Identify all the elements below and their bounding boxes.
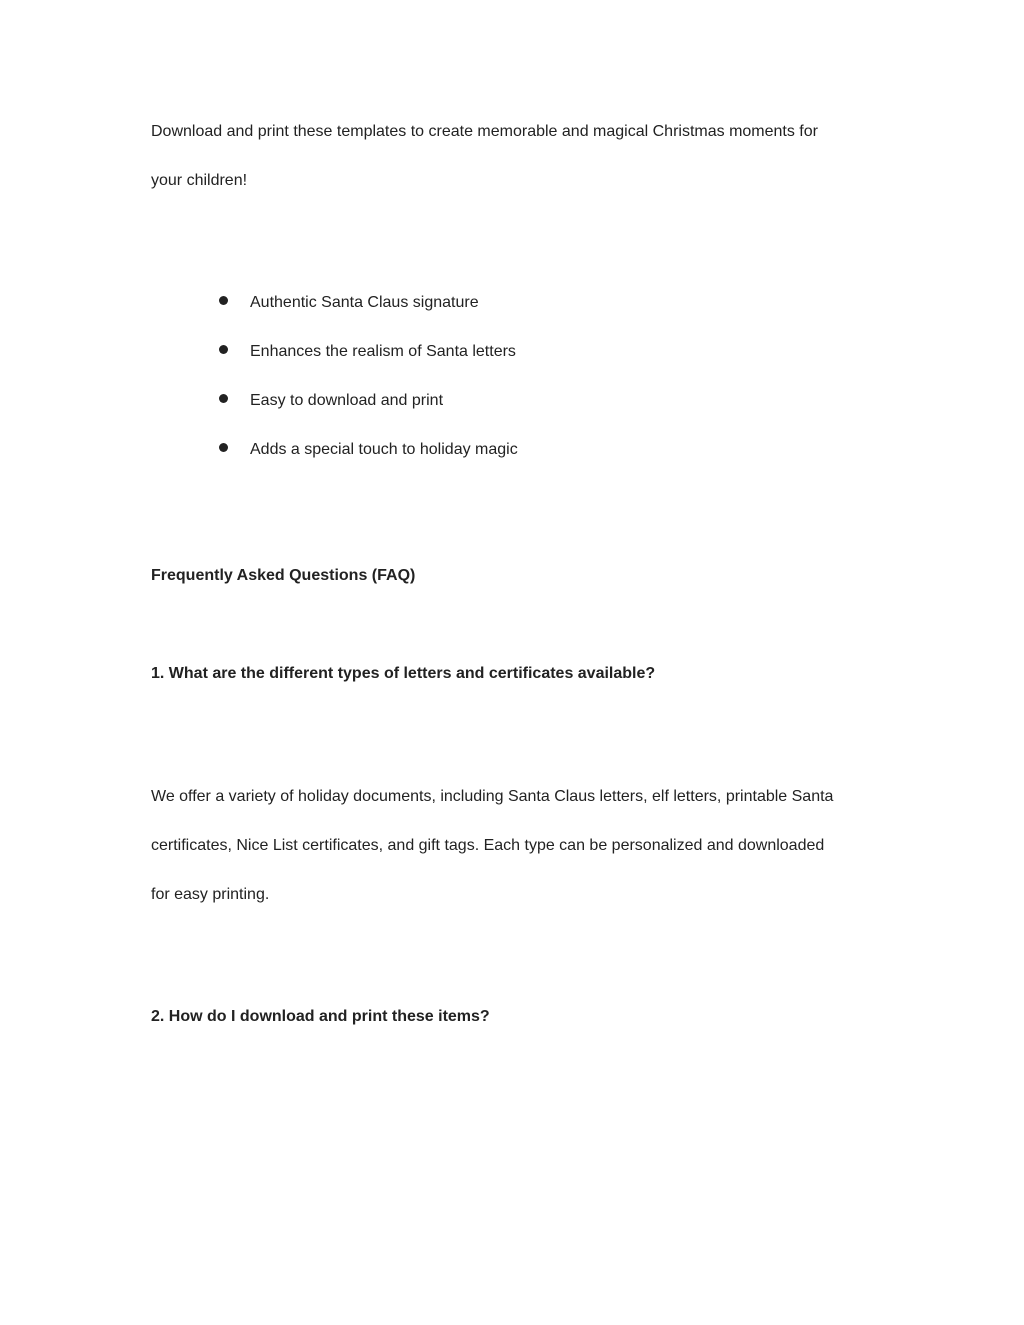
faq-answer-1-line-3: for easy printing.: [151, 886, 270, 903]
bullet-icon: [219, 342, 250, 362]
list-item-label: Adds a special touch to holiday magic: [250, 441, 518, 458]
faq-question-2: 2. How do I download and print these items?: [151, 1008, 490, 1025]
bullet-icon: [219, 440, 250, 460]
list-item-label: Easy to download and print: [250, 392, 444, 409]
faq-question-1: 1. What are the different types of letters and certificates available?: [151, 665, 656, 682]
list-item: [219, 293, 479, 313]
faq-answer-1-line-1: We offer a variety of holiday documents, including Santa Claus letters, elf letters, printable Santa: [151, 788, 834, 805]
list-item: [219, 342, 516, 362]
intro-paragraph-line-1: Download and print these templates to create memorable and magical Christmas moments for: [151, 123, 818, 140]
list-item-label: Authentic Santa Claus signature: [250, 294, 479, 311]
list-item: [219, 440, 518, 460]
bullet-icon: [219, 391, 250, 411]
list-item-label: Enhances the realism of Santa letters: [250, 343, 516, 360]
faq-heading: Frequently Asked Questions (FAQ): [151, 567, 416, 584]
faq-answer-1-line-2: certificates, Nice List certificates, and gift tags. Each type can be personalized and downloaded: [151, 837, 825, 854]
list-item: [219, 391, 443, 411]
bullet-icon: [219, 293, 250, 313]
intro-paragraph-line-2: your children!: [151, 172, 248, 189]
